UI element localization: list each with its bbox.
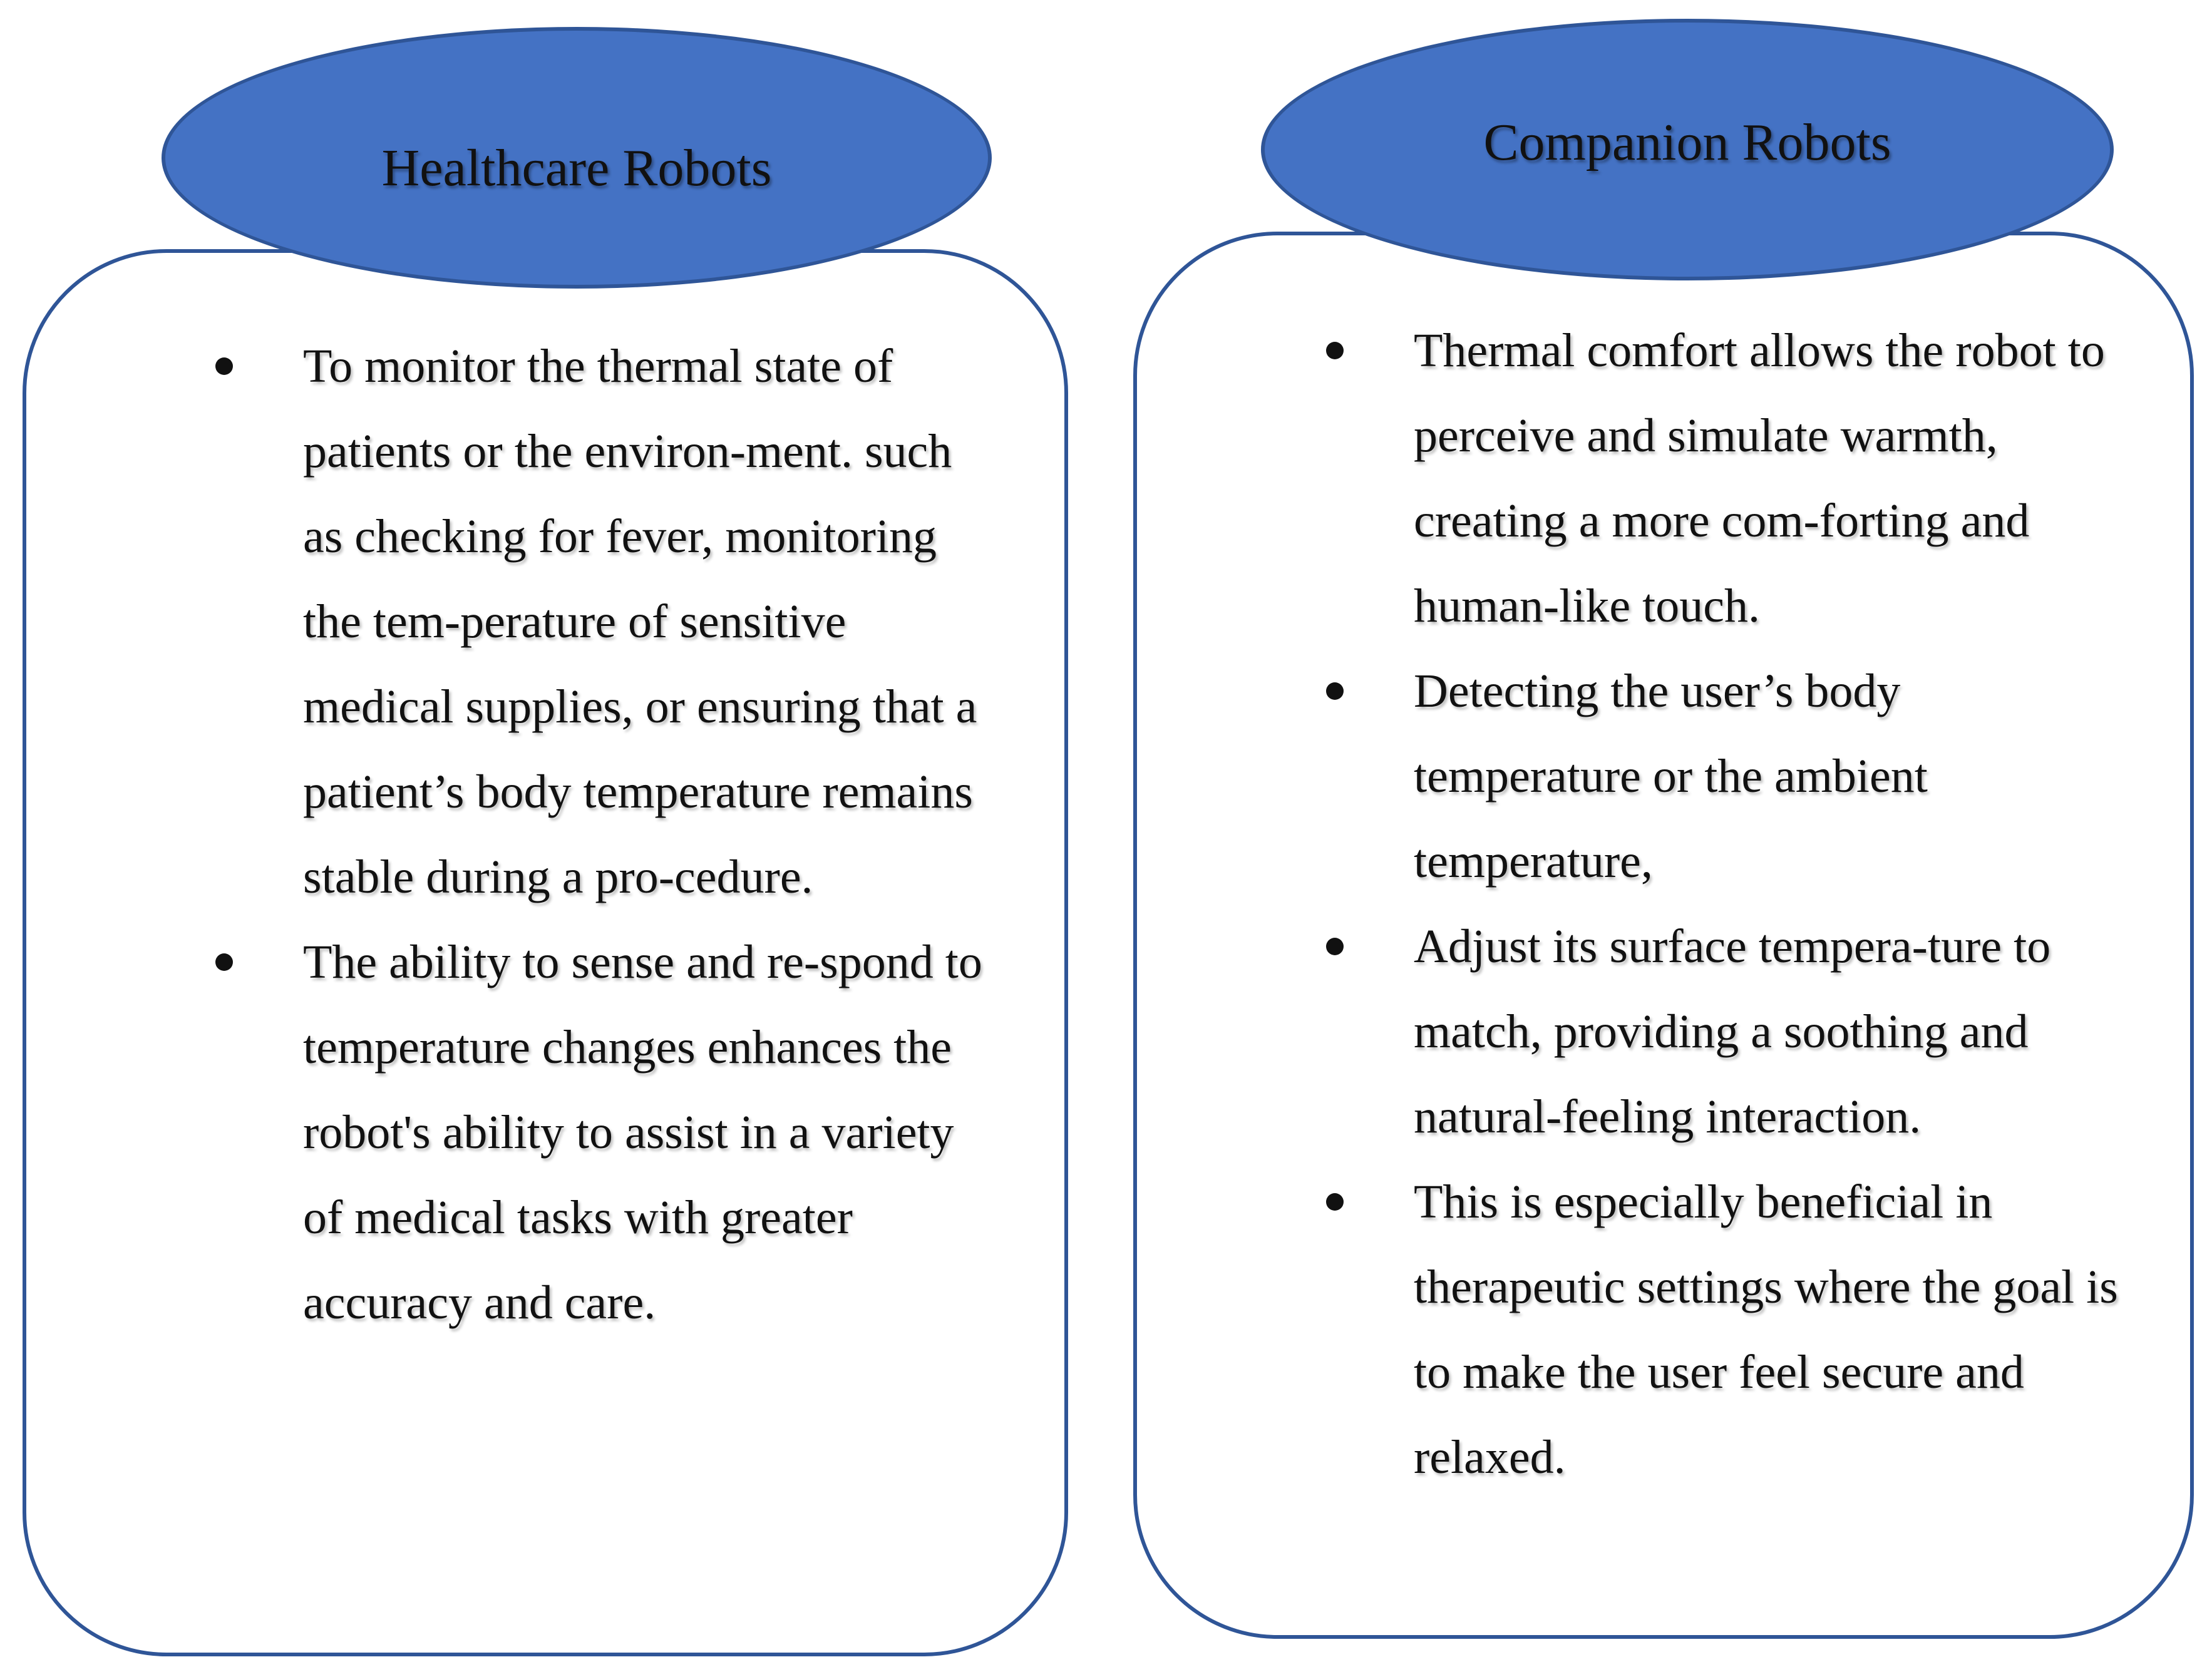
- list-item: [1414, 649, 2121, 904]
- bullet-icon: [1326, 938, 1344, 955]
- list-item-text: The ability to sense and re-spond to temperature changes enhances the robot's ability to assist in a variety of medical tasks with greater accuracy and care.: [303, 936, 982, 1329]
- bullet-icon: [1326, 682, 1344, 700]
- list-item-text: Detecting the user’s body temperature or the ambient temperature,: [1414, 665, 1928, 888]
- bullet-icon: [1326, 1193, 1344, 1211]
- bullet-icon: [1326, 342, 1344, 359]
- list-item-text: Thermal comfort allows the robot to perceive and simulate warmth, creating a more com-forting and human-like touch.: [1414, 324, 2105, 632]
- companion-robots-list: [1414, 308, 2121, 1500]
- healthcare-robots-list: [303, 324, 992, 1345]
- healthcare-robots-title: Healthcare Robots: [381, 138, 772, 197]
- bullet-icon: [215, 357, 233, 375]
- bullet-icon: [215, 953, 233, 971]
- companion-robots-title: Companion Robots: [1483, 113, 1891, 172]
- list-item-text: To monitor the thermal state of patients or the environ-ment. such as checking for fever, monitoring the tem-perature of sensitive medical supplies, or ensuring that a patient’s body temperature remains stable during a pro-cedure.: [303, 340, 977, 903]
- healthcare-robots-header: [162, 27, 992, 289]
- list-item-text: This is especially beneficial in therapeutic settings where the goal is to make the user feel secure and relaxed.: [1414, 1176, 2118, 1484]
- list-item-text: Adjust its surface tempera-ture to match, providing a soothing and natural-feeling interaction.: [1414, 920, 2051, 1143]
- list-item: [1414, 1159, 2121, 1500]
- companion-robots-header: [1261, 19, 2114, 280]
- list-item: [303, 324, 992, 920]
- list-item: [1414, 308, 2121, 649]
- list-item: [1414, 904, 2121, 1159]
- list-item: [303, 920, 992, 1345]
